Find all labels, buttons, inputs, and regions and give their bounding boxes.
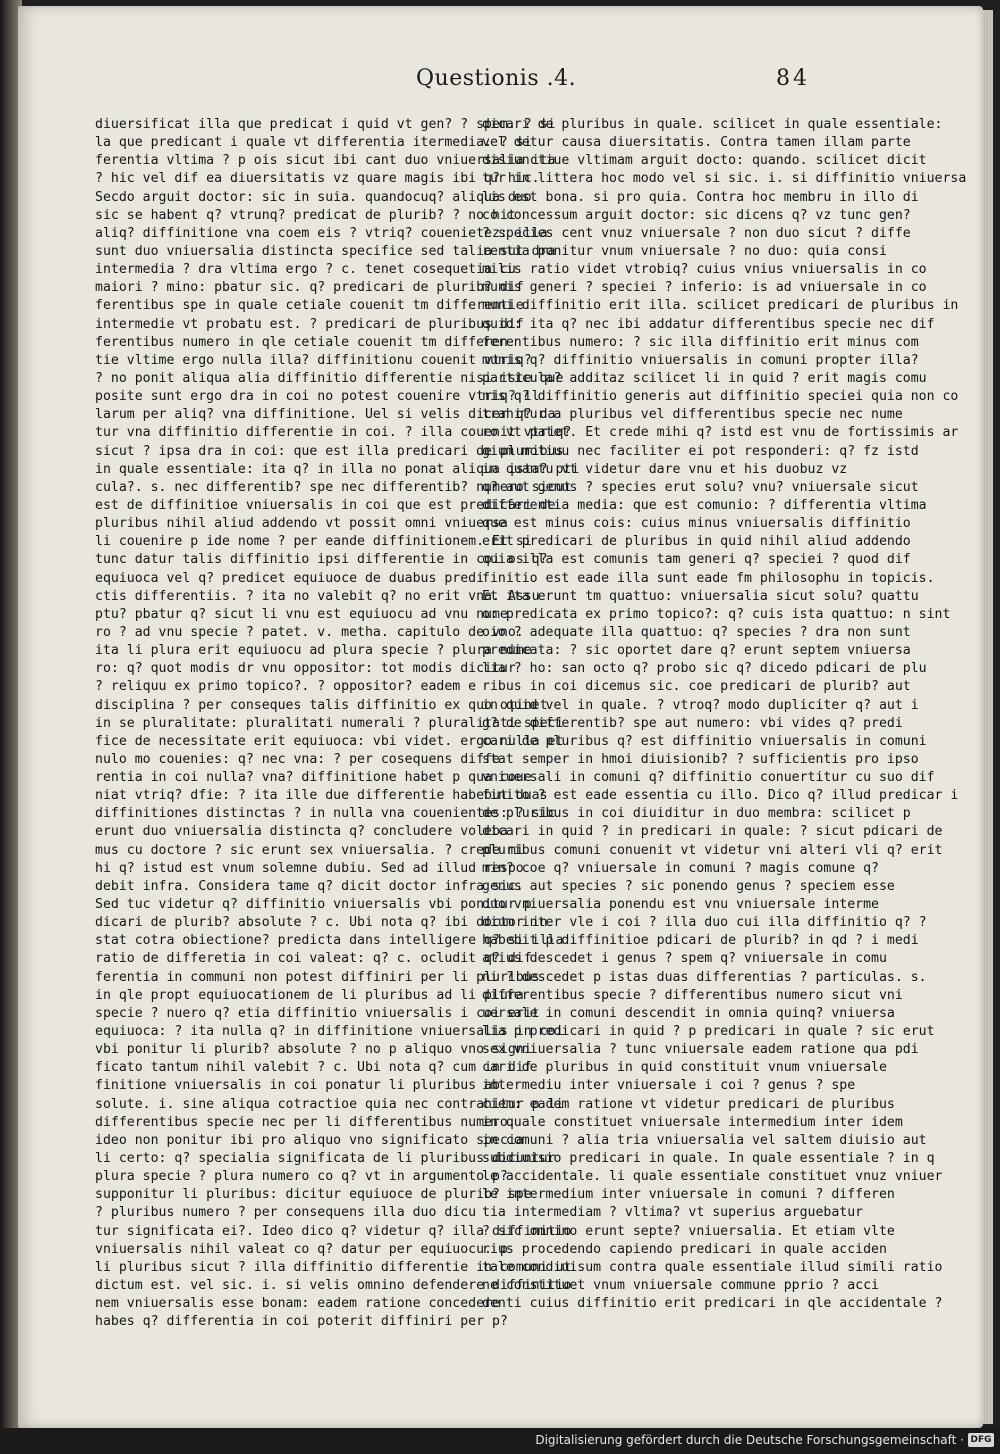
text-line: ptu? pbatur q? sicut li vnu est equiuocu ad vnu nume	[95, 606, 508, 622]
text-line: ferentibus spe in quale cetiale couenit tm differentie	[95, 298, 524, 314]
text-line: g? de differentib? spe aut numero: vbi vides q? predi	[482, 715, 903, 731]
text-line: ? sic omnino erunt septe? vniuersalia. Et etiam vlte	[482, 1223, 895, 1239]
text-line: ribus in coi dicemus sic. coe predicari de plurib? aut	[482, 679, 911, 695]
text-line: plura specie ? plura numero co q? vt in argumento p?	[95, 1169, 508, 1185]
text-line: pluribus nihil aliud addendo vt possit omni vniuersa	[95, 516, 508, 532]
text-line: cari de pluribus in quid constituit vnum vniuersale	[482, 1060, 887, 1076]
text-line: sex vniuersalia ? tunc vniuersale eadem ratione qua pdi	[482, 1042, 919, 1058]
text-line: vniuersalis nihil valeat co q? datur per equiuocu. p	[95, 1241, 508, 1257]
folio-number: 84	[776, 66, 810, 91]
text-line: ctis differentiis. ? ita no valebit q? no erit vna. Assu	[95, 588, 540, 604]
text-line: tunc datur talis diffinitio ipsi differentie in coi os q?	[95, 552, 548, 568]
text-line: li couenire p ide nome ? per eande diffinitionem. Et si	[95, 534, 532, 550]
text-line: predicata: ? sic oportet dare q? erunt septem vniuersa	[482, 643, 911, 659]
text-line: finitione vniuersalis in coi ponatur li pluribus ab	[95, 1078, 500, 1094]
text-line: nulo mo couenies: q? nec vna: ? per cosequens diffe	[95, 751, 500, 767]
text-line: rentia in coi nulla? vna? diffinitione habet p qua coue	[95, 770, 532, 786]
text-line: niat vtriq? dfie: ? ita ille due differentie habebut duas	[95, 788, 548, 804]
text-line: vbi ponitur li plurib? absolute ? no p aliquo vno signi	[95, 1042, 532, 1058]
text-line: specie ? nuero q? etia diffinitio vniuersalis i coi erit	[95, 1005, 540, 1021]
text-line: mus cu doctore ? sic erunt sex vniuersalia. ? crede mi	[95, 842, 524, 858]
text-line: o: predicata ex primo topico?: q? cuis ista quattuo: n sint	[482, 606, 951, 622]
text-line: tie vltime ergo nulla illa? diffinitionu couenit vtriq?	[95, 352, 532, 368]
text-line: Sed tuc videtur q? diffinitio vniuersalis vbi ponitur p	[95, 897, 532, 913]
text-line: supponitur li pluribus: dicitur equiuoce de plurib? spe	[95, 1187, 532, 1203]
text-line: debit infra. Considera tame q? dicit doctor infra sic.	[95, 878, 524, 894]
text-line: pluribus comuni conuenit vt videtur vni alteri vli q? erit	[482, 842, 943, 858]
text-line: ro ? ad vnu specie ? patet. v. metha. capitulo de vno.	[95, 624, 524, 640]
text-line: dicari de plurib? absolute ? c. Ubi nota q? ibi doctor in	[95, 915, 548, 931]
text-line: intermediu inter vniuersale i coi ? genus ? spe	[482, 1078, 856, 1094]
text-line: uersale in comuni descendit in omnia quinq? vniuersa	[482, 1005, 895, 1021]
text-line: lia p predicari in quid ? p predicari in quale ? sic erut	[482, 1024, 935, 1040]
text-line: Et ita erunt tm quattuo: vniuersalia sicut solu? quattu	[482, 588, 919, 604]
text-line: in qle propt equiuocationem de li pluribus ad li plura	[95, 987, 524, 1003]
page-header	[398, 66, 818, 100]
text-column-right	[482, 116, 967, 1313]
text-line: ferentia vltima ? p ois sicut ibi cant duo vniuersalia ita	[95, 153, 556, 169]
text-line: dicari de pluribus in quale. scilicet in quale essentiale:	[482, 117, 943, 132]
text-line: in se pluralitate: pluralitati numerali ? pluralitati speci	[95, 715, 564, 731]
text-line: atius descedet i genus ? spem q? vniuersale in comu	[482, 951, 887, 967]
page-edge	[983, 10, 993, 1424]
text-line: quid: ita q? nec ibi addatur differentibus specie nec dif	[482, 316, 935, 332]
text-line: maiori ? mino: pbatur sic. q? predicari de plurib? dif	[95, 280, 524, 296]
text-line: ro: q? quot modis dr vnu oppositor: tot modis dicitur	[95, 661, 516, 677]
text-line: que est minus cois: cuius minus vniuersalis diffinitio	[482, 516, 911, 532]
text-line: duo vniuersalia ponendu est vnu vniuersale interme	[482, 897, 879, 913]
text-line: ideo non ponitur ibi pro aliquo vno significato specia	[95, 1132, 524, 1148]
text-line: ? pluribus numero ? per consequens illa duo dicu	[95, 1205, 477, 1221]
text-line: Secdo arguit doctor: sic in suia. quandocuq? aliqua duo	[95, 189, 532, 205]
text-line: hi q? istud est vnum solemne dubiu. Sed ad illud respo	[95, 860, 524, 876]
text-line: le intermedium inter vniuersale in comuni ? differen	[482, 1187, 895, 1203]
text-line: milis ratio videt vtrobiq? cuius vnius vniuersalis in co	[482, 262, 927, 278]
text-column-left	[95, 116, 580, 1331]
text-line: sicut ? ipsa dra in coi: que est illa predicari de pluribus	[95, 443, 564, 459]
text-line: in quantu vt videtur dare vnu et his duobuz vz	[482, 461, 848, 477]
text-line: vniuersali in comuni q? diffinitio conuertitur cu suo dif	[482, 770, 935, 786]
text-line: vel detur causa diuersitatis. Contra tamen illam parte	[482, 135, 911, 151]
text-line: la que predicant i quale vt differentia itermedia. ? si	[95, 135, 532, 151]
text-line: erit predicari de pluribus in quid nihil aliud addendo	[482, 534, 911, 550]
text-line: ferentia in communi non potest diffiniri per li pluribus	[95, 969, 540, 985]
text-line: est de diffinitioe vniuersalis in coi que est predicari de	[95, 497, 556, 513]
text-line: min? coe q? vniuersale in comuni ? magis comune q?	[482, 860, 879, 876]
text-line: ? reliquu ex primo topico?. ? oppositor? eadem e	[95, 679, 477, 695]
text-line: larum per aliq? vna diffinitione. Uel si velis dicer q? da	[95, 407, 556, 423]
footer-bar	[0, 1428, 1000, 1454]
text-line: ferentibus numero: ? sic illa diffinitio erit minus com	[482, 334, 919, 350]
text-line: intermedie vt probatu est. ? predicari de pluribus dif	[95, 316, 524, 332]
text-line: cari de pluribus q? est diffinitio vniuersalis in comuni	[482, 733, 927, 749]
text-line: equiuoca: ? ita nulla q? in diffinitione vniuersalis in coi	[95, 1024, 564, 1040]
text-line: denti cuius diffinitio erit predicari in qle accidentale ?	[482, 1296, 943, 1312]
text-line: differentibus specie nec per li differentibus numero.	[95, 1114, 516, 1130]
text-line: particula? additaz scilicet li in quid ? erit magis comu	[482, 370, 927, 386]
text-line: nem vniuersalis esse bonam: eadem ratione concedere	[95, 1296, 500, 1312]
text-line: q? aut genus ? species erut solu? vnu? vniuersale sicut	[482, 479, 919, 495]
text-line: in comuni ? alia tria vniuersalia vel saltem diuisio aut	[482, 1132, 927, 1148]
text-line: rentia ponitur vnum vniuersale ? no duo: quia consi	[482, 243, 887, 259]
text-line: munis q? diffinitio vniuersalis in comuni propter illa?	[482, 352, 919, 368]
text-line: posite sunt ergo dra in coi no potest couenire vtriq? il	[95, 389, 540, 405]
text-line: ni ? descedet p istas duas differentias ? particulas. s.	[482, 969, 927, 985]
text-line: oio ? adequate illa quattuo: q? species ? dra non sunt	[482, 624, 911, 640]
text-line: cula?. s. nec differentib? spe nec differentib? numero sicut	[95, 479, 572, 495]
text-line: ficato tantum nihil valebit ? c. Ubi nota q? cum in dif	[95, 1060, 532, 1076]
text-line: ? no ponit aliqua alia diffinitio differentie nisi iste que	[95, 370, 564, 386]
text-line: ferentibus numero in qle cetiale couenit tm differen	[95, 334, 508, 350]
text-line: gium motiuu nec faciliter ei pot responderi: q? fz istd	[482, 443, 919, 459]
text-line: dicari in quid ? in predicari in quale: ? sicut pdicari de	[482, 824, 943, 840]
text-line: ? hic vel dif ea diuersitatis vz quare magis ibi q? hic.	[95, 171, 540, 187]
text-line: le accidentale. li quale essentiale constituet vnuz vniuer	[482, 1169, 943, 1185]
text-line: ? species cent vnuz vniuersale ? non duo sicut ? diffe	[482, 225, 911, 241]
text-line: stat cotra obiectione? predicta dans intelligere q? si illa	[95, 933, 564, 949]
text-line: dium inter vle i coi ? illa duo cui illa diffinitio q? ?	[482, 915, 927, 931]
text-line: ne constituet vnum vniuersale commune pprio ? acci	[482, 1278, 879, 1293]
text-line: tia intermediam ? vltima? vt superius arguebatur	[482, 1205, 864, 1221]
text-line: disciplina ? per conseques talis diffinitio ex quo otinet	[95, 697, 548, 713]
text-line: sic se habent q? vtrunq? predicat de plurib? ? no hit	[95, 207, 516, 223]
text-line: rius procedendo capiendo predicari in quale acciden	[482, 1241, 887, 1257]
text-line: intermedia ? dra vltima ergo ? c. tenet cosequetia cu	[95, 262, 516, 278]
text-line: differentibus specie ? differentibus numero sicut vni	[482, 987, 903, 1003]
text-line: solute. i. sine aliqua cotractioe quia nec contrahitur p li	[95, 1096, 564, 1112]
text-line: li pluribus sicut ? illa diffinitio differentie in comuni ut	[95, 1259, 572, 1275]
text-line: in quale constituet vniuersale intermedium inter idem	[482, 1114, 903, 1130]
text-line: diffinitiones distinctas ? in nulla vna couenientes: ? sic	[95, 806, 556, 822]
text-line: genus aut species ? sic ponendo genus ? speciem esse	[482, 878, 895, 894]
text-line: ratio de differetia in coi valeat: q? c. ocludit q? dif	[95, 951, 532, 967]
text-line: stat semper in hmoi diuisionib? ? sufficientis pro ipso	[482, 751, 919, 767]
text-line: habebit p diffinitioe pdicari de plurib? in qd ? i medi	[482, 933, 919, 949]
text-line: tur in littera hoc modo vel si sic. i. si diffinitio vniuersa	[482, 171, 967, 187]
text-line: ita li plura erit equiuocu ad plura specie ? plura nume	[95, 643, 532, 659]
funding-credit: Digitalisierung gefördert durch die Deutsche Forschungsgemeinschaft ·	[535, 1433, 964, 1447]
text-line: fice de necessitate erit equiuoca: vbi videt. ergo nulla et	[95, 733, 564, 749]
text-line: tur significata ei?. Ideo dico q? videtur q? illa diffinitio	[95, 1223, 572, 1239]
text-line: munis generi ? speciei ? inferio: is ad vniuersale in co	[482, 280, 927, 296]
text-line: de pluribus in coi diuiditur in duo membra: scilicet p	[482, 806, 911, 822]
text-line: in quale essentiale: ita q? in illa no ponat aliqua ista? pti	[95, 461, 580, 477]
text-line: finito ? est eade essentia cu illo. Dico q? illud predicar i	[482, 788, 959, 804]
text-line: sunt duo vniuersalia distincta specifice sed talia sut dra	[95, 243, 556, 259]
running-head: Questionis .4.	[416, 66, 577, 91]
text-line: tale condiuisum contra quale essentiale illud simili ratio	[482, 1259, 943, 1275]
text-line: equiuoca vel q? predicet equiuoce de duabus predi	[95, 570, 485, 586]
text-line: erunt duo vniuersalia distincta q? concludere voleba	[95, 824, 508, 840]
text-line: in quid vel in quale. ? vtroq? modo dupliciter q? aut i	[482, 697, 919, 713]
text-line: differentia media: que est comunio: ? differentia vltima	[482, 497, 927, 513]
text-line: ro vt patet. Et crede mihi q? istd est vnu de fortissimis ar	[482, 425, 959, 441]
text-line: aliq? diffinitione vna coem eis ? vtriq? couenietez: illa	[95, 225, 548, 241]
text-line: diuersificat illa que predicat i quid vt gen? ? spem. ? si	[95, 117, 556, 132]
text-line: li certo: q? specialia significata de li pluribus dicuntur	[95, 1151, 556, 1167]
text-line: trahitur a pluribus vel differentibus specie nec nume	[482, 407, 903, 423]
text-line: tur vna diffinitio differentie in coi. ? illa couenit vtriq?	[95, 425, 572, 441]
text-line: ciem: eadem ratione vt videtur predicari de pluribus	[482, 1096, 895, 1112]
text-line: nis q? diffinitio generis aut diffinitio speciei quia non co	[482, 389, 959, 405]
text-line: finitio est eade illa sunt eade fm philosophu in topicis.	[482, 570, 935, 586]
text-line: habes q? differentia in coi poterit diffiniri per p?	[95, 1314, 508, 1330]
text-line: co concessum arguit doctor: sic dicens q? vz tunc gen?	[482, 207, 911, 223]
dfg-logo: DFG	[968, 1433, 994, 1447]
text-line: dictum est. vel sic. i. si velis omnino defendere diffinitio	[95, 1278, 572, 1293]
text-line: quia illa est comunis tam generi q? speciei ? quod dif	[482, 552, 911, 568]
text-line: lia ? ho: san octo q? probo sic q? dicedo pdicari de plu	[482, 661, 927, 677]
text-line: subdiuisio predicari in quale. In quale essentiale ? in q	[482, 1151, 935, 1167]
text-line: lis est bona. si pro quia. Contra hoc membru in illo di	[482, 189, 919, 205]
text-line: disiunctiue vltimam arguit docto: quando. scilicet dicit	[482, 153, 927, 169]
text-line: muni diffinitio erit illa. scilicet predicari de pluribus in	[482, 298, 959, 314]
